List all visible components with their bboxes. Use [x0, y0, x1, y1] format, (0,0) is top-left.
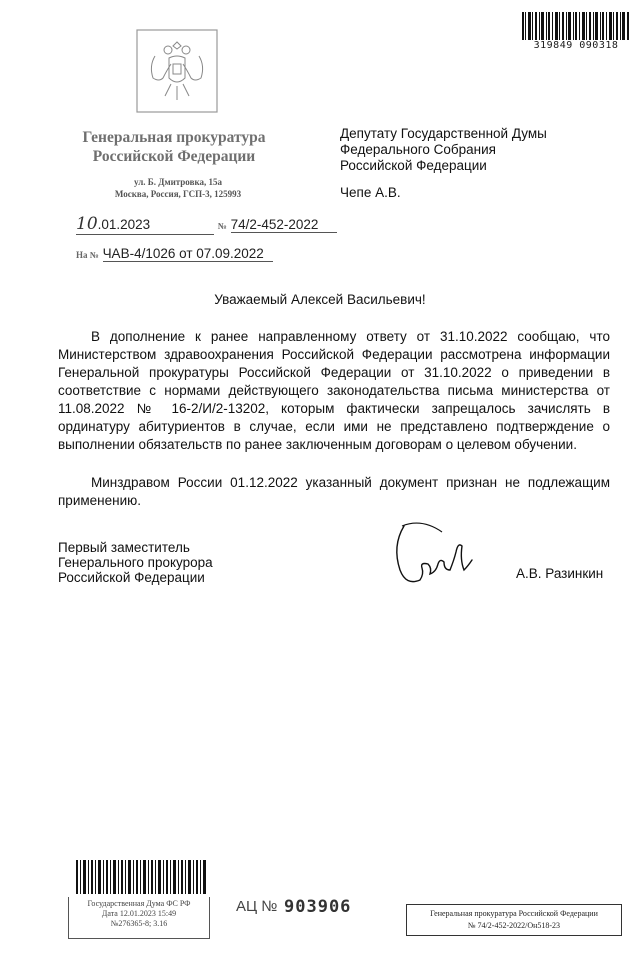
- intake-stamp-line2: Дата 12.01.2023 15:49: [101, 909, 177, 918]
- ac-label: АЦ №: [236, 898, 278, 915]
- body-paragraph-2: Минздравом России 01.12.2022 указанный документ признан не подлежащим применению.: [58, 475, 610, 508]
- ac-number: 903906: [284, 897, 352, 917]
- sender-address-line2: Москва, Россия, ГСП-3, 125993: [114, 189, 242, 199]
- sender-org-line1: Генеральная прокуратура: [82, 129, 266, 146]
- recipient-block: [340, 126, 600, 174]
- registration-line1: Генеральная прокуратура Российской Федерации: [430, 909, 598, 918]
- reply-label: На №: [76, 250, 99, 260]
- intake-stamp-line1: Государственная Дума ФС РФ: [87, 899, 191, 908]
- handwritten-signature: [390, 516, 490, 596]
- signer-title-line2: Генерального прокурора: [58, 555, 213, 570]
- reply-ref: ЧАВ-4/1026 от 07.09.2022: [103, 246, 273, 262]
- intake-barcode: [72, 858, 210, 896]
- coat-of-arms-icon: [135, 28, 219, 114]
- sender-address-line1: ул. Б. Дмитровка, 15а: [133, 177, 222, 187]
- salutation: Уважаемый Алексей Васильевич!: [214, 292, 426, 307]
- sender-address: [80, 176, 276, 200]
- signer-name: А.В. Разинкин: [516, 566, 604, 581]
- recipient-line1: Депутату Государственной Думы: [340, 126, 547, 141]
- signer-title-line1: Первый заместитель: [58, 540, 190, 555]
- signer-title: [58, 540, 213, 585]
- outgoing-date-number: [76, 214, 337, 235]
- body-paragraph-1: В дополнение к ранее направленному ответу от 31.10.2022 сообщаю, что Министерством здравоохранения Российской Федерации рассмотрена информации Генеральной прокуратуры Российской Федерации от 31.10.2022 о приведении в соответствие с нормами действующего законодательства письма министерства от 11.08.2022 № 16-2/И/2-13202, которым фактически запрещалось зачислять в ординатуру абитуриентов в случае, если ими не представлено подтверждение о выполнении обязательств по ранее заключенным договорам о целевом обучении.: [58, 329, 610, 452]
- reply-reference: [76, 246, 273, 262]
- outgoing-day: 10: [76, 214, 98, 234]
- barcode-bars: [522, 12, 630, 40]
- intake-stamp: [68, 897, 210, 939]
- recipient-line3: Российской Федерации: [340, 158, 487, 173]
- outgoing-date: .01.2023: [97, 217, 151, 232]
- sender-org-line2: Российской Федерации: [92, 148, 256, 165]
- barcode-number: 319849 090318: [533, 40, 619, 51]
- intake-stamp-line3: №276365-8; 3.16: [110, 919, 168, 928]
- sender-organization: [60, 128, 288, 166]
- recipient-line2: Федерального Собрания: [340, 142, 496, 157]
- registration-line2: № 74/2-452-2022/Он518-23: [467, 921, 561, 930]
- outgoing-number-label: №: [217, 221, 227, 231]
- outgoing-number: 74/2-452-2022: [231, 217, 337, 233]
- recipient-name: Чепе А.В.: [340, 185, 401, 200]
- registration-box: [406, 904, 622, 936]
- signer-title-line3: Российской Федерации: [58, 570, 205, 585]
